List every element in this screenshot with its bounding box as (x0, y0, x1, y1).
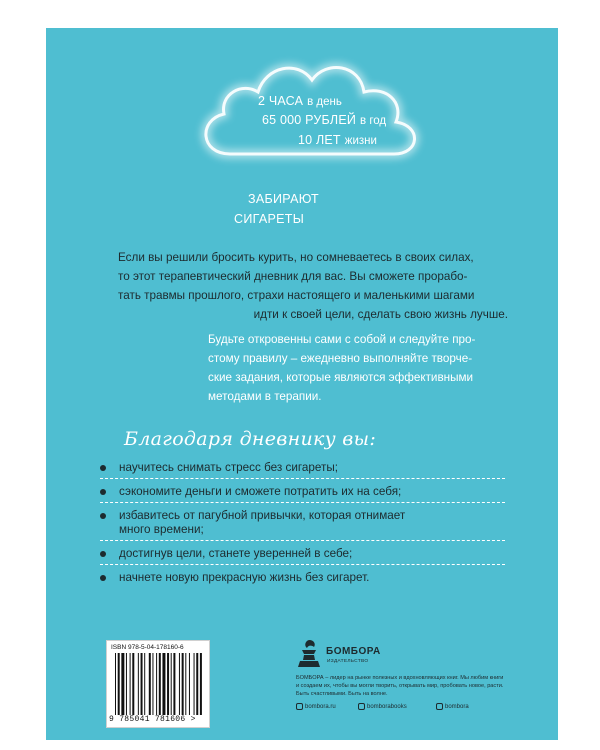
barcode-digits: 9 785041 781606 > (109, 715, 196, 724)
publisher-subtitle: ИЗДАТЕЛЬСТВО (327, 659, 369, 664)
bombora-logo-icon (296, 638, 322, 668)
bullet-icon (100, 513, 106, 519)
bullet-icon (100, 489, 106, 495)
divider (100, 502, 505, 503)
cloud-line-hours: 2 ЧАСА в день (258, 94, 342, 108)
rule-paragraph: Будьте откровенны сами с собой и следуйте про- стому правилу – ежедневно выполняйте творче- ские задания, которые являются эффективными методами в терапии. (208, 333, 476, 403)
social-vk[interactable]: bomborabooks (358, 703, 407, 710)
intro-paragraph: Если вы решили бросить курить, но сомневаетесь в своих силах, то этот терапевтический дневник для вас. Вы сможете прорабо- тать травмы прошлого, страхи настоящего и маленькими шагами идти к своей цели, сделать свою жизнь лучше. (118, 251, 508, 321)
benefits-heading: Благодаря дневнику вы: (124, 428, 377, 450)
bullet-icon (100, 551, 106, 557)
bullet-icon (100, 575, 106, 581)
globe-icon (296, 703, 303, 710)
divider (100, 540, 505, 541)
cloud-line-money: 65 000 РУБЛЕЙ в год (262, 113, 387, 127)
social-telegram[interactable]: bombora (436, 703, 469, 710)
divider (100, 478, 505, 479)
publisher-text: БОМБОРА – лидер на рынке полезных и вдохновляющих книг. Мы любим книги и создаем их, чтобы вы могли творить, открывать мир, пробовать новое, расти. Быть счастливыми. Быть на волне. (296, 675, 504, 697)
publisher-name: БОМБОРА (326, 646, 381, 657)
telegram-icon (436, 703, 443, 710)
bullet-icon (100, 465, 106, 471)
divider (100, 564, 505, 565)
barcode (106, 640, 210, 728)
cloud-line-years: 10 ЛЕТ жизни (298, 133, 377, 147)
isbn-label: ISBN 978-5-04-178160-6 (111, 644, 184, 651)
barcode-bars (115, 653, 203, 715)
takes-text: ЗАБИРАЮТ СИГАРЕТЫ (234, 192, 319, 226)
social-site[interactable]: bombora.ru (296, 703, 336, 710)
vk-icon (358, 703, 365, 710)
